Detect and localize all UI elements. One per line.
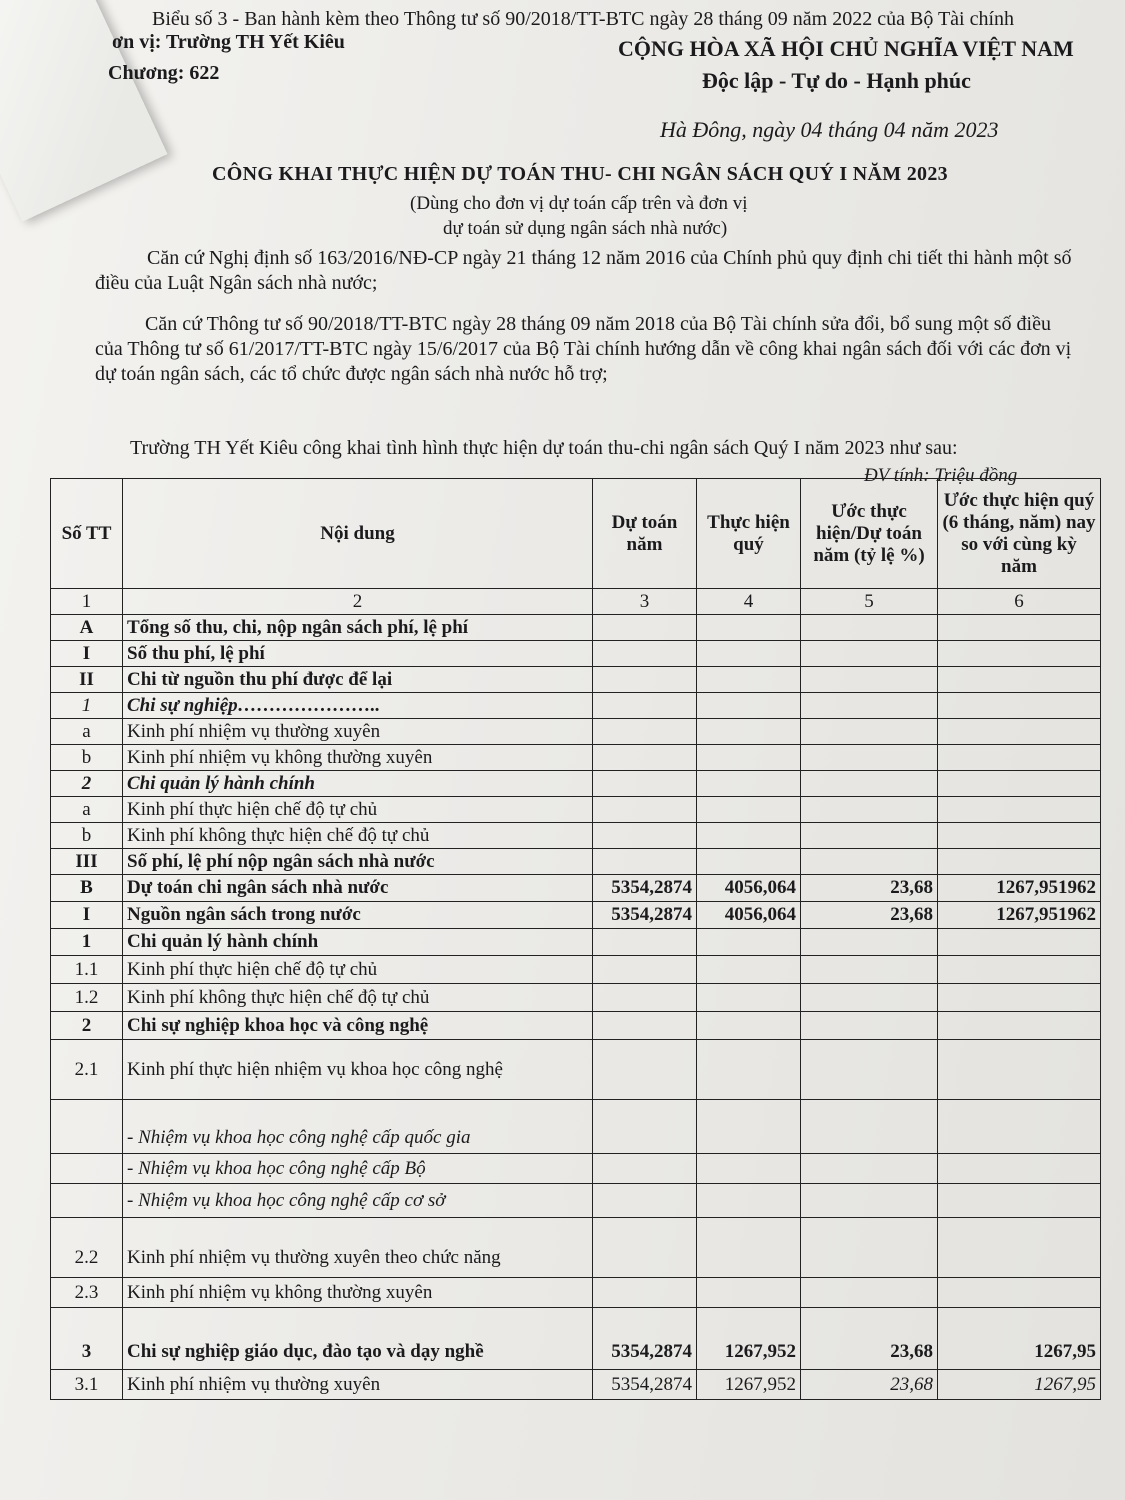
republic-heading: CỘNG HÒA XÃ HỘI CHỦ NGHĨA VIỆT NAM (618, 36, 1074, 61)
row-quarter-actual (697, 1100, 801, 1154)
table-row (51, 1012, 1101, 1040)
row-annual-estimate (593, 667, 697, 693)
row-quarter-actual (697, 745, 801, 771)
row-ratio (801, 984, 938, 1012)
row-annual-estimate (593, 797, 697, 823)
row-yoy (938, 849, 1101, 875)
row-annual-estimate (593, 745, 697, 771)
table-row (51, 771, 1101, 797)
row-ratio (801, 1184, 938, 1218)
row-yoy (938, 771, 1101, 797)
row-annual-estimate: 5354,2874 (593, 1370, 697, 1400)
subtitle-line-1: (Dùng cho đơn vị dự toán cấp trên và đơn vị (410, 193, 748, 214)
row-stt: a (51, 719, 123, 745)
row-yoy (938, 745, 1101, 771)
row-stt: 2.2 (51, 1218, 123, 1278)
col-number: 1 (51, 589, 123, 615)
row-annual-estimate (593, 1218, 697, 1278)
row-yoy (938, 984, 1101, 1012)
row-annual-estimate (593, 849, 697, 875)
date-place: Hà Đông, ngày 04 tháng 04 năm 2023 (660, 117, 999, 142)
row-stt: B (51, 875, 123, 902)
row-quarter-actual (697, 693, 801, 719)
row-annual-estimate (593, 1040, 697, 1100)
row-ratio (801, 849, 938, 875)
row-annual-estimate (593, 1184, 697, 1218)
row-stt: b (51, 745, 123, 771)
row-content: Chi từ nguồn thu phí được để lại (123, 667, 593, 693)
row-content: Kinh phí nhiệm vụ không thường xuyên (123, 745, 593, 771)
table-row (51, 902, 1101, 929)
row-annual-estimate (593, 615, 697, 641)
row-yoy (938, 1040, 1101, 1100)
row-ratio (801, 693, 938, 719)
row-annual-estimate (593, 693, 697, 719)
row-quarter-actual (697, 929, 801, 956)
row-quarter-actual (697, 1218, 801, 1278)
col-number: 2 (123, 589, 593, 615)
table-row (51, 1370, 1101, 1400)
row-yoy (938, 823, 1101, 849)
table-row (51, 745, 1101, 771)
row-stt: 3 (51, 1308, 123, 1370)
row-ratio (801, 797, 938, 823)
row-quarter-actual (697, 1154, 801, 1184)
row-stt: III (51, 849, 123, 875)
row-stt: 2.3 (51, 1278, 123, 1308)
row-content: Kinh phí không thực hiện chế độ tự chủ (123, 984, 593, 1012)
budget-table (50, 478, 1101, 1400)
row-quarter-actual (697, 1040, 801, 1100)
col-number: 3 (593, 589, 697, 615)
row-quarter-actual (697, 1012, 801, 1040)
table-row (51, 641, 1101, 667)
row-content: Kinh phí nhiệm vụ thường xuyên (123, 1370, 593, 1400)
row-stt: I (51, 902, 123, 929)
row-annual-estimate (593, 1278, 697, 1308)
row-annual-estimate: 5354,2874 (593, 902, 697, 929)
row-ratio (801, 956, 938, 984)
row-stt: 1 (51, 929, 123, 956)
row-yoy: 1267,95 (938, 1308, 1101, 1370)
row-stt (51, 1100, 123, 1154)
col-number: 4 (697, 589, 801, 615)
table-row (51, 615, 1101, 641)
table-row (51, 849, 1101, 875)
row-content: Kinh phí nhiệm vụ thường xuyên (123, 719, 593, 745)
row-quarter-actual (697, 1278, 801, 1308)
row-yoy (938, 1184, 1101, 1218)
table-row (51, 693, 1101, 719)
row-annual-estimate: 5354,2874 (593, 875, 697, 902)
column-number-row (51, 589, 1101, 615)
row-content: Kinh phí nhiệm vụ không thường xuyên (123, 1278, 593, 1308)
row-annual-estimate (593, 641, 697, 667)
row-ratio: 23,68 (801, 875, 938, 902)
row-stt: 2 (51, 771, 123, 797)
table-row (51, 1278, 1101, 1308)
paragraph-decree: Căn cứ Nghị định số 163/2016/NĐ-CP ngày 21 tháng 12 năm 2016 của Chính phủ quy định chi tiết thi hành một số điều của Luật Ngân sách nhà nước; (95, 247, 1072, 294)
row-yoy (938, 1154, 1101, 1184)
row-ratio (801, 1100, 938, 1154)
row-content: - Nhiệm vụ khoa học công nghệ cấp Bộ (123, 1154, 593, 1184)
row-stt (51, 1154, 123, 1184)
row-annual-estimate (593, 984, 697, 1012)
row-stt (51, 1184, 123, 1218)
row-stt: a (51, 797, 123, 823)
header-ratio: Ước thực hiện/Dự toán năm (tỷ lệ %) (801, 479, 938, 589)
row-annual-estimate (593, 771, 697, 797)
row-annual-estimate: 5354,2874 (593, 1308, 697, 1370)
row-content: Nguồn ngân sách trong nước (123, 902, 593, 929)
table-row (51, 1154, 1101, 1184)
table-row (51, 719, 1101, 745)
row-ratio (801, 771, 938, 797)
chapter: Chương: 622 (108, 62, 220, 84)
table-row (51, 823, 1101, 849)
row-stt: 1.1 (51, 956, 123, 984)
row-ratio: 23,68 (801, 1370, 938, 1400)
table-row (51, 797, 1101, 823)
header-content: Nội dung (123, 479, 593, 589)
row-content: Chi sự nghiệp khoa học và công nghệ (123, 1012, 593, 1040)
row-stt: 3.1 (51, 1370, 123, 1400)
row-ratio (801, 615, 938, 641)
row-ratio (801, 1278, 938, 1308)
row-annual-estimate (593, 956, 697, 984)
row-content: Chi quản lý hành chính (123, 929, 593, 956)
paragraph-circular: Căn cứ Thông tư số 90/2018/TT-BTC ngày 28 tháng 09 năm 2018 của Bộ Tài chính sửa đổi, bổ sung một số điều của Thông tư số 61/2017/TT-BTC ngày 15/6/2017 của Bộ Tài chính hướng dẫn về công khai ngân sách đối với các đơn vị dự toán ngân sách, các tổ chức được ngân sách nhà nước hỗ trợ; (95, 313, 1072, 385)
table-row (51, 1100, 1101, 1154)
table-row (51, 1218, 1101, 1278)
row-yoy (938, 615, 1101, 641)
row-content: Tổng số thu, chi, nộp ngân sách phí, lệ phí (123, 615, 593, 641)
unit-of-measure: ĐV tính: Triệu đồng (864, 465, 1018, 486)
table-row (51, 1308, 1101, 1370)
row-ratio (801, 719, 938, 745)
row-content: Kinh phí thực hiện chế độ tự chủ (123, 956, 593, 984)
row-yoy (938, 1012, 1101, 1040)
row-content: Số thu phí, lệ phí (123, 641, 593, 667)
row-yoy: 1267,951962 (938, 875, 1101, 902)
row-quarter-actual (697, 849, 801, 875)
header-quarter-actual: Thực hiện quý (697, 479, 801, 589)
table-row (51, 1184, 1101, 1218)
table-row (51, 929, 1101, 956)
row-quarter-actual: 4056,064 (697, 875, 801, 902)
row-ratio: 23,68 (801, 1308, 938, 1370)
row-quarter-actual (697, 1184, 801, 1218)
row-quarter-actual: 4056,064 (697, 902, 801, 929)
row-yoy (938, 667, 1101, 693)
header-stt: Số TT (51, 479, 123, 589)
row-quarter-actual (697, 641, 801, 667)
table-row (51, 875, 1101, 902)
row-quarter-actual (697, 719, 801, 745)
motto: Độc lập - Tự do - Hạnh phúc (702, 68, 971, 93)
subtitle-line-2: dự toán sử dụng ngân sách nhà nước) (443, 218, 728, 239)
col-number: 5 (801, 589, 938, 615)
row-annual-estimate (593, 1154, 697, 1184)
row-yoy: 1267,95 (938, 1370, 1101, 1400)
row-ratio (801, 1012, 938, 1040)
row-annual-estimate (593, 929, 697, 956)
table-row (51, 667, 1101, 693)
row-content: Kinh phí thực hiện chế độ tự chủ (123, 797, 593, 823)
row-content: Kinh phí không thực hiện chế độ tự chủ (123, 823, 593, 849)
row-quarter-actual (697, 797, 801, 823)
header-yoy: Ước thực hiện quý (6 tháng, năm) nay so với cùng kỳ năm (938, 479, 1101, 589)
row-yoy (938, 719, 1101, 745)
row-ratio (801, 641, 938, 667)
row-yoy (938, 693, 1101, 719)
row-content: Chi quản lý hành chính (123, 771, 593, 797)
row-stt: 1.2 (51, 984, 123, 1012)
row-yoy (938, 641, 1101, 667)
row-yoy: 1267,951962 (938, 902, 1101, 929)
row-quarter-actual: 1267,952 (697, 1370, 801, 1400)
row-content: Kinh phí thực hiện nhiệm vụ khoa học công nghệ (123, 1040, 593, 1100)
table-row (51, 984, 1101, 1012)
row-stt: 1 (51, 693, 123, 719)
row-annual-estimate (593, 719, 697, 745)
row-quarter-actual (697, 615, 801, 641)
row-ratio (801, 667, 938, 693)
row-yoy (938, 1100, 1101, 1154)
table-row (51, 956, 1101, 984)
form-note: Biểu số 3 - Ban hành kèm theo Thông tư số 90/2018/TT-BTC ngày 28 tháng 09 năm 2022 của Bộ Tài chính (152, 8, 1015, 30)
row-yoy (938, 1218, 1101, 1278)
row-content: - Nhiệm vụ khoa học công nghệ cấp cơ sở (123, 1184, 593, 1218)
row-ratio (801, 1040, 938, 1100)
row-content: Chi sự nghiệp………………….. (123, 693, 593, 719)
row-quarter-actual (697, 984, 801, 1012)
table-header-row (51, 479, 1101, 589)
row-annual-estimate (593, 1012, 697, 1040)
col-number: 6 (938, 589, 1101, 615)
row-content: Kinh phí nhiệm vụ thường xuyên theo chức năng (123, 1218, 593, 1278)
row-annual-estimate (593, 823, 697, 849)
row-content: Chi sự nghiệp giáo dục, đào tạo và dạy nghề (123, 1308, 593, 1370)
row-stt: b (51, 823, 123, 849)
row-ratio (801, 745, 938, 771)
row-stt: A (51, 615, 123, 641)
row-annual-estimate (593, 1100, 697, 1154)
row-quarter-actual (697, 771, 801, 797)
row-quarter-actual (697, 667, 801, 693)
row-quarter-actual (697, 823, 801, 849)
row-stt: 2 (51, 1012, 123, 1040)
row-stt: 2.1 (51, 1040, 123, 1100)
row-stt: I (51, 641, 123, 667)
table-row (51, 1040, 1101, 1100)
paragraph-announcement: Trường TH Yết Kiêu công khai tình hình thực hiện dự toán thu-chi ngân sách Quý I năm 2023 như sau: (130, 437, 958, 459)
document-title: CÔNG KHAI THỰC HIỆN DỰ TOÁN THU- CHI NGÂN SÁCH QUÝ I NĂM 2023 (212, 163, 948, 185)
row-content: Dự toán chi ngân sách nhà nước (123, 875, 593, 902)
header-annual-estimate: Dự toán năm (593, 479, 697, 589)
row-yoy (938, 797, 1101, 823)
row-quarter-actual: 1267,952 (697, 1308, 801, 1370)
row-content: Số phí, lệ phí nộp ngân sách nhà nước (123, 849, 593, 875)
row-ratio (801, 1154, 938, 1184)
row-ratio (801, 1218, 938, 1278)
row-ratio (801, 929, 938, 956)
row-yoy (938, 956, 1101, 984)
row-yoy (938, 1278, 1101, 1308)
unit-name: ơn vị: Trường TH Yết Kiêu (112, 31, 345, 53)
row-ratio: 23,68 (801, 902, 938, 929)
row-stt: II (51, 667, 123, 693)
row-quarter-actual (697, 956, 801, 984)
row-ratio (801, 823, 938, 849)
row-yoy (938, 929, 1101, 956)
row-content: - Nhiệm vụ khoa học công nghệ cấp quốc gia (123, 1100, 593, 1154)
